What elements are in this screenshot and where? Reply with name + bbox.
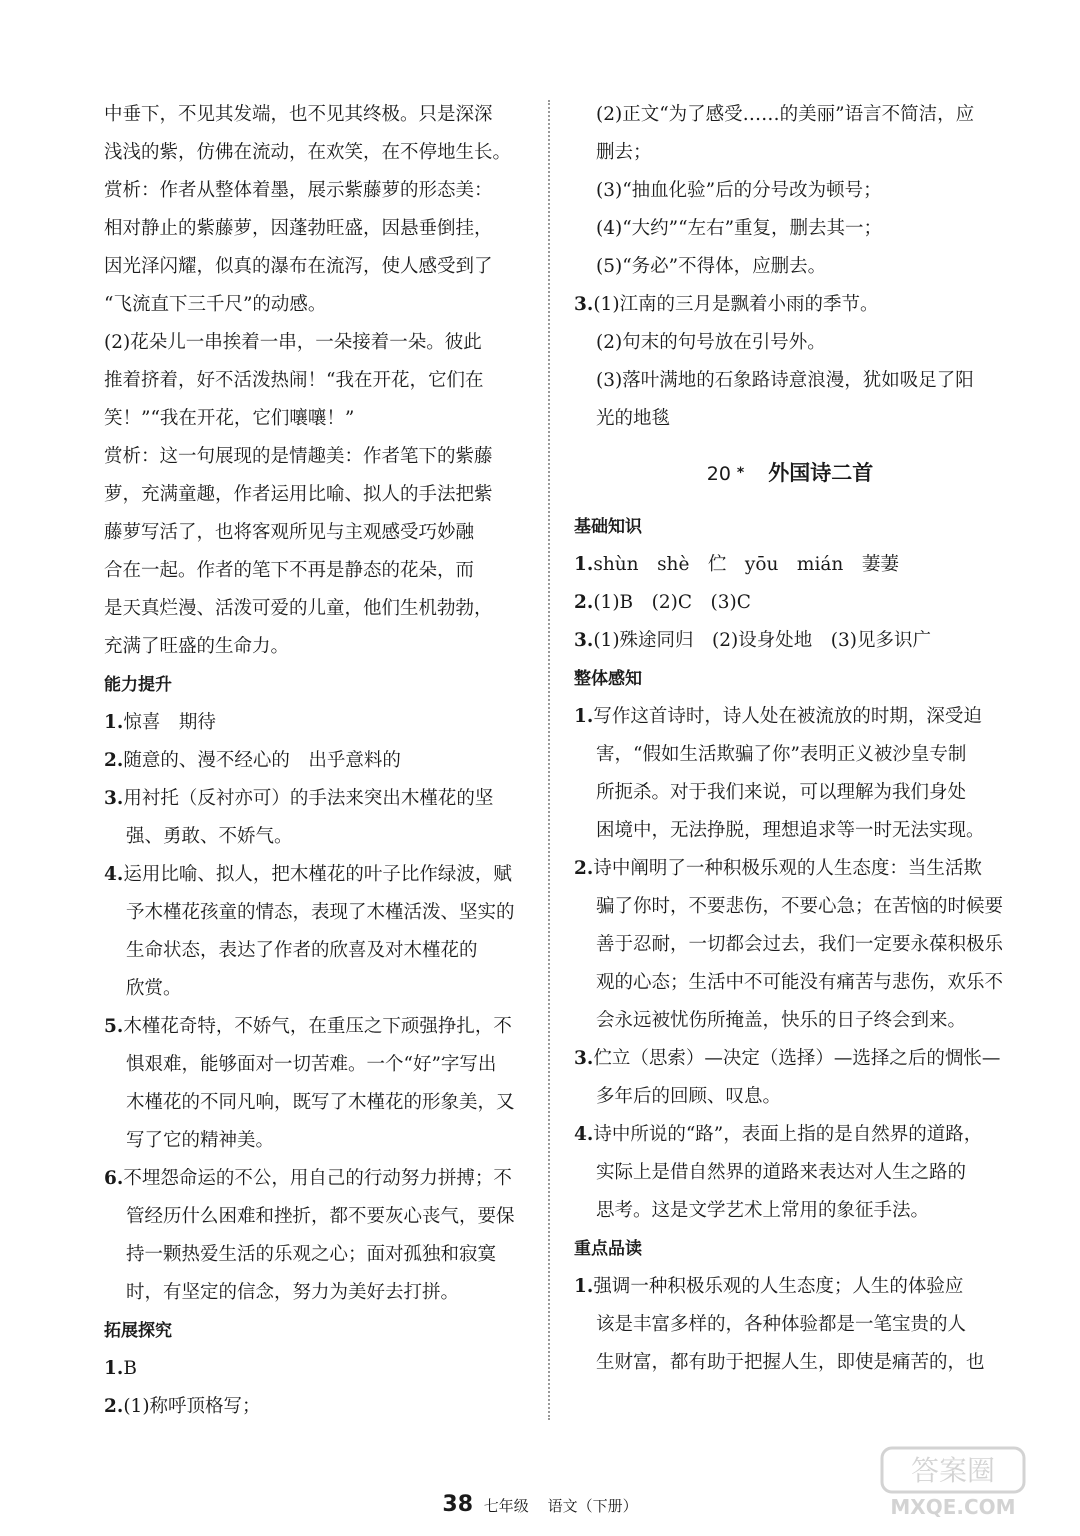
- item-text: 强、勇敢、不娇气。: [126, 826, 293, 847]
- answer-line: [104, 1046, 524, 1084]
- text-line: 因光泽闪耀，似真的瀑布在流泻，使人感受到了: [104, 256, 493, 277]
- item-text: (1)江南的三月是飘着小雨的季节。: [593, 294, 879, 315]
- answer-line: [104, 1236, 524, 1274]
- answer-line: [574, 1306, 1006, 1344]
- lesson-title-text: 外国诗二首: [768, 461, 874, 485]
- item-text: (2)句末的句号放在引号外。: [596, 332, 826, 353]
- answer-line: [104, 970, 524, 1008]
- item-text: 强调一种积极乐观的人生态度；人生的体验应: [593, 1276, 964, 1297]
- answer-line: [104, 742, 524, 780]
- answer-line: [574, 1192, 1006, 1230]
- answer-line: [574, 172, 1006, 210]
- answer-line: [574, 812, 1006, 850]
- item-text: 写作这首诗时，诗人处在被流放的时期，深受迫: [593, 706, 982, 727]
- answer-line: [574, 362, 1006, 400]
- section-heading: 重点品读: [574, 1239, 642, 1259]
- item-text: 会永远被忧伤所掩盖，快乐的日子终会到来。: [596, 1010, 967, 1031]
- item-text: (1)称呼顶格写；: [123, 1396, 261, 1417]
- item-text: 善于忍耐，一切都会过去，我们一定要永葆积极乐: [596, 934, 1004, 955]
- item-text: (1)殊途同归 (2)设身处地 (3)见多识广: [593, 630, 931, 651]
- answer-line: [574, 698, 1006, 736]
- item-text: B: [123, 1358, 137, 1379]
- item-number: 1.: [104, 1358, 124, 1379]
- text-line: 笑！”“我在开花，它们嚷嚷！”: [104, 408, 355, 429]
- item-number: 3.: [574, 1048, 594, 1069]
- text-line: 充满了旺盛的生命力。: [104, 636, 290, 657]
- answer-line: [104, 894, 524, 932]
- text-line: 浅浅的紫，仿佛在流动，在欢笑，在不停地生长。: [104, 142, 512, 163]
- item-text: 写了它的精神美。: [126, 1130, 275, 1151]
- item-text: 实际上是借自然界的道路来表达对人生之路的: [596, 1162, 967, 1183]
- answer-line: [104, 704, 524, 742]
- item-number: 3.: [104, 788, 124, 809]
- item-text: 随意的、漫不经心的 出乎意料的: [123, 750, 401, 771]
- text-line: 相对静止的紫藤萝，因蓬勃旺盛，因悬垂倒挂，: [104, 218, 493, 239]
- answer-line: [104, 1084, 524, 1122]
- item-text: shùn shè 伫 yōu mián 萋萋: [593, 554, 899, 575]
- item-number: 4.: [574, 1124, 594, 1145]
- answer-line: [574, 774, 1006, 812]
- answer-line: [104, 1274, 524, 1312]
- item-text: 惊喜 期待: [123, 712, 216, 733]
- item-text: 诗中所说的“路”，表面上指的是自然界的道路，: [593, 1124, 983, 1145]
- item-number: 5.: [104, 1016, 124, 1037]
- item-text: 予木槿花孩童的情态，表现了木槿活泼、坚实的: [126, 902, 515, 923]
- item-text: 惧艰难，能够面对一切苦难。一个“好”字写出: [126, 1054, 497, 1075]
- text-line: (2)花朵儿一串挨着一串，一朵接着一朵。彼此: [104, 332, 482, 353]
- text-line: 中垂下，不见其发端，也不见其终极。只是深深: [104, 104, 493, 125]
- answer-line: [574, 850, 1006, 888]
- lesson-star: *: [736, 465, 745, 481]
- item-text: 骗了你时，不要悲伤，不要心急；在苦恼的时候要: [596, 896, 1004, 917]
- section-heading: 拓展探究: [104, 1321, 172, 1341]
- item-text: 管经历什么困难和挫折，都不要灰心丧气，要保: [126, 1206, 515, 1227]
- answer-line: [104, 1388, 524, 1426]
- text-line: 赏析：这一句展现的是情趣美：作者笔下的紫藤: [104, 446, 493, 467]
- item-text: 删去；: [596, 142, 652, 163]
- answer-line: [574, 1116, 1006, 1154]
- answer-line: [574, 400, 1006, 438]
- watermark-logo-icon: [878, 1442, 1028, 1522]
- answer-line: [574, 134, 1006, 172]
- answer-line: [574, 324, 1006, 362]
- text-line: 藤萝写活了，也将客观所见与主观感受巧妙融: [104, 522, 475, 543]
- item-number: 1.: [574, 1276, 594, 1297]
- item-text: 光的地毯: [596, 408, 671, 429]
- item-text: (1)B (2)C (3)C: [593, 592, 751, 613]
- item-number: 3.: [574, 294, 594, 315]
- item-text: (3)“抽血化验”后的分号改为顿号；: [596, 180, 882, 201]
- answer-line: [574, 622, 1006, 660]
- item-text: 时，有坚定的信念，努力为美好去打拼。: [126, 1282, 460, 1303]
- subject-label: 语文（下册）: [547, 1497, 638, 1515]
- right-column: [574, 96, 1006, 1382]
- item-number: 3.: [574, 630, 594, 651]
- text-line: 推着挤着，好不活泼热闹！“我在开花，它们在: [104, 370, 484, 391]
- answer-line: [574, 1078, 1006, 1116]
- watermark-logo-text: 答案圈: [910, 1454, 996, 1487]
- text-line: 萝，充满童趣，作者运用比喻、拟人的手法把紫: [104, 484, 493, 505]
- section-heading: 基础知识: [574, 517, 642, 537]
- item-text: 木槿花奇特，不娇气，在重压之下顽强挣扎，不: [123, 1016, 512, 1037]
- answer-line: [104, 932, 524, 970]
- answer-line: [574, 210, 1006, 248]
- item-text: 思考。这是文学艺术上常用的象征手法。: [596, 1200, 930, 1221]
- item-number: 6.: [104, 1168, 124, 1189]
- item-text: (2)正文“为了感受……的美丽”语言不简洁，应: [596, 104, 975, 125]
- left-column: [104, 96, 524, 1426]
- answer-line: [574, 286, 1006, 324]
- item-text: 伫立（思索）—决定（选择）—选择之后的惆怅—: [593, 1048, 1001, 1069]
- lesson-title: [574, 438, 1006, 508]
- item-text: 该是丰富多样的，各种体验都是一笔宝贵的人: [596, 1314, 967, 1335]
- answer-line: [574, 926, 1006, 964]
- item-number: 1.: [574, 554, 594, 575]
- answer-line: [104, 1160, 524, 1198]
- answer-line: [574, 1154, 1006, 1192]
- item-text: 诗中阐明了一种积极乐观的人生态度：当生活欺: [593, 858, 982, 879]
- section-heading: 能力提升: [104, 675, 172, 695]
- item-number: 2.: [574, 592, 594, 613]
- answer-line: [574, 546, 1006, 584]
- item-number: 4.: [104, 864, 124, 885]
- item-number: 2.: [104, 750, 124, 771]
- text-line: 是天真烂漫、活泼可爱的儿童，他们生机勃勃，: [104, 598, 493, 619]
- answer-line: [104, 1008, 524, 1046]
- answer-line: [574, 736, 1006, 774]
- answer-line: [574, 964, 1006, 1002]
- text-line: 赏析：作者从整体着墨，展示紫藤萝的形态美：: [104, 180, 493, 201]
- item-number: 2.: [574, 858, 594, 879]
- answer-line: [574, 96, 1006, 134]
- item-text: (5)“务必”不得体，应删去。: [596, 256, 827, 277]
- text-line: 合在一起。作者的笔下不再是静态的花朵，而: [104, 560, 475, 581]
- item-text: 生命状态，表达了作者的欣喜及对木槿花的: [126, 940, 478, 961]
- answer-line: [104, 856, 524, 894]
- item-text: 害，“假如生活欺骗了你”表明正义被沙皇专制: [596, 744, 967, 765]
- watermark: [878, 1442, 1028, 1526]
- answer-line: [104, 780, 524, 818]
- item-text: 木槿花的不同凡响，既写了木槿花的形象美，又: [126, 1092, 515, 1113]
- answer-line: [574, 888, 1006, 926]
- lesson-number: 20: [706, 463, 731, 485]
- item-text: (4)“大约”“左右”重复，删去其一；: [596, 218, 883, 239]
- item-text: 观的心态；生活中不可能没有痛苦与悲伤，欢乐不: [596, 972, 1004, 993]
- item-text: 运用比喻、拟人，把木槿花的叶子比作绿波，赋: [123, 864, 512, 885]
- answer-line: [574, 248, 1006, 286]
- watermark-text: MXQE.COM: [890, 1495, 1016, 1519]
- item-text: 用衬托（反衬亦可）的手法来突出木槿花的坚: [123, 788, 494, 809]
- item-text: 困境中，无法挣脱，理想追求等一时无法实现。: [596, 820, 985, 841]
- item-text: 所扼杀。对于我们来说，可以理解为我们身处: [596, 782, 967, 803]
- answer-line: [574, 1344, 1006, 1382]
- item-number: 1.: [104, 712, 124, 733]
- item-number: 2.: [104, 1396, 124, 1417]
- column-divider: [548, 100, 550, 1420]
- item-text: 不埋怨命运的不公，用自己的行动努力拼搏；不: [123, 1168, 512, 1189]
- grade-label: 七年级: [483, 1497, 529, 1515]
- item-text: 持一颗热爱生活的乐观之心；面对孤独和寂寞: [126, 1244, 497, 1265]
- item-text: 欣赏。: [126, 978, 182, 999]
- answer-line: [574, 1268, 1006, 1306]
- answer-line: [574, 1002, 1006, 1040]
- item-text: 多年后的回顾、叹息。: [596, 1086, 782, 1107]
- page-number: 38: [442, 1492, 474, 1517]
- answer-line: [574, 1040, 1006, 1078]
- answer-line: [574, 584, 1006, 622]
- answer-line: [104, 818, 524, 856]
- answer-line: [104, 1350, 524, 1388]
- item-number: 1.: [574, 706, 594, 727]
- answer-line: [104, 1198, 524, 1236]
- text-line: “飞流直下三千尺”的动感。: [104, 294, 327, 315]
- section-heading: 整体感知: [574, 669, 642, 689]
- item-text: 生财富，都有助于把握人生，即使是痛苦的，也: [596, 1352, 985, 1373]
- answer-line: [104, 1122, 524, 1160]
- item-text: (3)落叶满地的石象路诗意浪漫，犹如吸足了阳: [596, 370, 974, 391]
